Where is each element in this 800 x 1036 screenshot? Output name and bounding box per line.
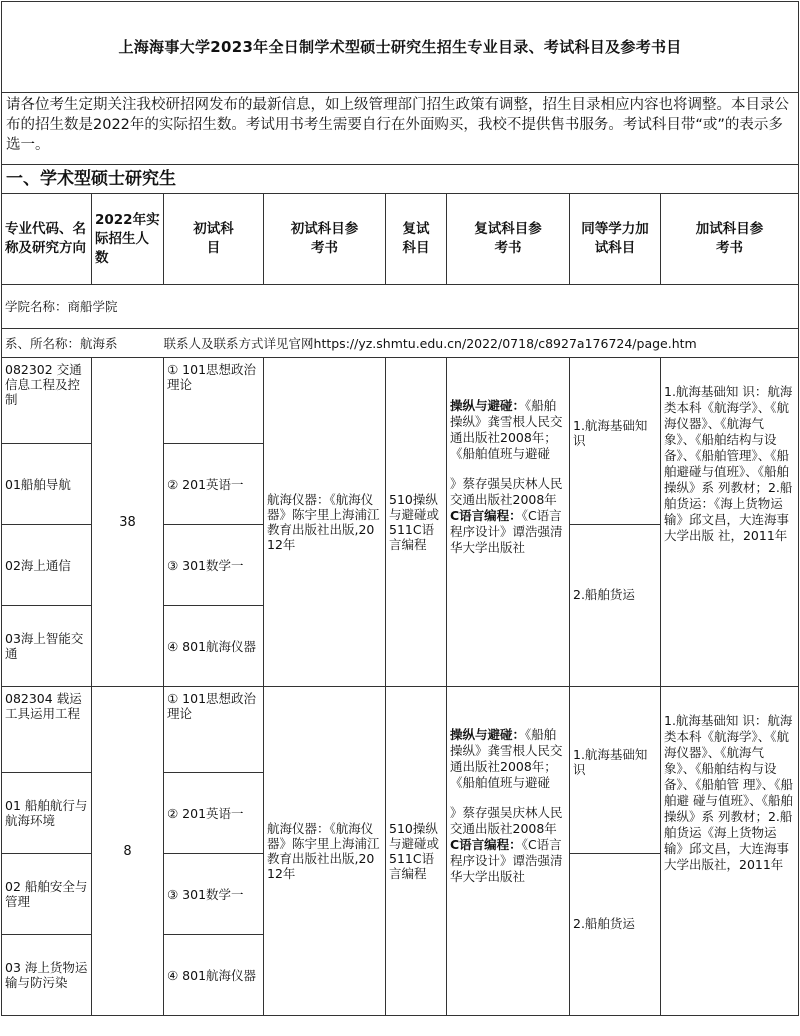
prelim-subject: ③ 301数学一 — [164, 854, 264, 935]
direction-item: 02海上通信 — [2, 525, 92, 606]
retest-ref-label: 操纵与避碰： — [450, 398, 526, 413]
extra-ref: 1.航海基础知 识：航海类本科《航海学》、《航海仪器》、《航海气象》、《船舶结构与设 备》、《船舶管 理》、《船舶避 碰与值班》、《船舶操纵》系 列教材；2.船舶货运《海上货物运输》邱文昌，大连海事大学出版社，2011年 — [661, 687, 799, 1016]
direction-item: 03 海上货物运输与防污染 — [2, 935, 92, 1016]
retest-ref: 操纵与避碰：《船舶操纵》龚雪根人民交通出版社2008年； 《船舶值班与避碰 》蔡存强吴庆林人民交通出版社2008年 C语言编程：《C语言程序设计》谭浩强清华大学出版社 — [447, 687, 570, 1016]
header-enroll: 2022年实际招生人数 — [92, 194, 164, 285]
page-title: 上海海事大学2023年全日制学术型硕士研究生招生专业目录、考试科目及参考书目 — [2, 2, 799, 93]
prelim-subject: ① 101思想政治理论 — [164, 687, 264, 773]
retest-subject: 510操纵与避碰或511C语言编程 — [386, 687, 447, 1016]
equiv-subject: 2.船舶货运 — [570, 854, 661, 1016]
prelim-subject: ① 101思想政治理论 — [164, 358, 264, 444]
direction-item: 01船舶导航 — [2, 444, 92, 525]
catalog-table — [1, 1, 799, 1016]
direction-item: 02 船舶安全与管理 — [2, 854, 92, 935]
major-code-name: 082302 交通信息工程及控制 — [2, 358, 92, 444]
header-retest: 复试科目 — [386, 194, 447, 285]
table-row — [2, 358, 799, 444]
prelim-ref: 航海仪器：《航海仪器》陈宇里上海浦江教育出版社出版,2012年 — [264, 358, 386, 687]
dept-name: 系、所名称：航海系 — [5, 335, 118, 351]
header-row — [2, 194, 799, 285]
direction-item: 03海上智能交通 — [2, 606, 92, 687]
section-heading: 一、学术型硕士研究生 — [2, 165, 799, 194]
equiv-subject: 1.航海基础知识 — [570, 687, 661, 854]
equiv-subject: 1.航海基础知识 — [570, 358, 661, 525]
prelim-subject: ③ 301数学一 — [164, 525, 264, 606]
prelim-ref: 航海仪器：《航海仪器》陈宇里上海浦江教育出版社出版,2012年 — [264, 687, 386, 1016]
direction-item: 01 船舶航行与航海环境 — [2, 773, 92, 854]
enroll-count: 38 — [92, 358, 164, 687]
header-extra-ref: 加试科目参考书 — [661, 194, 799, 285]
dept-contact: 联系人及联系方式详见官网https://yz.shmtu.edu.cn/2022/0718/c8927a176724/page.htm — [163, 335, 697, 351]
retest-ref-label: C语言编程： — [450, 508, 522, 523]
prelim-subject: ② 201英语一 — [164, 773, 264, 854]
retest-ref-label: C语言编程： — [450, 837, 522, 852]
school-name: 学院名称：商船学院 — [2, 285, 799, 329]
notice-text: 请各位考生定期关注我校研招网发布的最新信息，如上级管理部门招生政策有调整，招生目录相应内容也将调整。本目录公布的招生数是2022年的实际招生数。考试用书考生需要自行在外面购买，我校不提供售书服务。考试科目带“或”的表示多选一。 — [2, 93, 799, 165]
prelim-subject: ④ 801航海仪器 — [164, 935, 264, 1016]
table-row — [2, 687, 799, 773]
header-equiv: 同等学力加试科目 — [570, 194, 661, 285]
dept-row — [2, 329, 799, 358]
header-prelim: 初试科目 — [164, 194, 264, 285]
retest-ref-label: 操纵与避碰： — [450, 727, 526, 742]
prelim-subject: ② 201英语一 — [164, 444, 264, 525]
major-code-name: 082304 载运工具运用工程 — [2, 687, 92, 773]
retest-ref: 操纵与避碰：《船舶操纵》龚雪根人民交通出版社2008年； 《船舶值班与避碰 》蔡存强吴庆林人民交通出版社2008年 C语言编程：《C语言程序设计》谭浩强清华大学出版社 — [447, 358, 570, 687]
prelim-subject: ④ 801航海仪器 — [164, 606, 264, 687]
header-prelim-ref: 初试科目参考书 — [264, 194, 386, 285]
header-retest-ref: 复试科目参考书 — [447, 194, 570, 285]
equiv-subject: 2.船舶货运 — [570, 525, 661, 687]
retest-subject: 510操纵与避碰或511C语言编程 — [386, 358, 447, 687]
extra-ref: 1.航海基础知 识：航海类本科《航海学》、《航海仪器》、《航海气象》、《船舶结构与设备》、《船舶管理》、《船舶避碰与值班》、《船舶操纵》系 列教材；2.船舶货运：《海上货物运输》邱文昌，大连海事大学出版 社，2011年 — [661, 358, 799, 687]
enroll-count: 8 — [92, 687, 164, 1016]
header-major: 专业代码、名称及研究方向 — [2, 194, 92, 285]
